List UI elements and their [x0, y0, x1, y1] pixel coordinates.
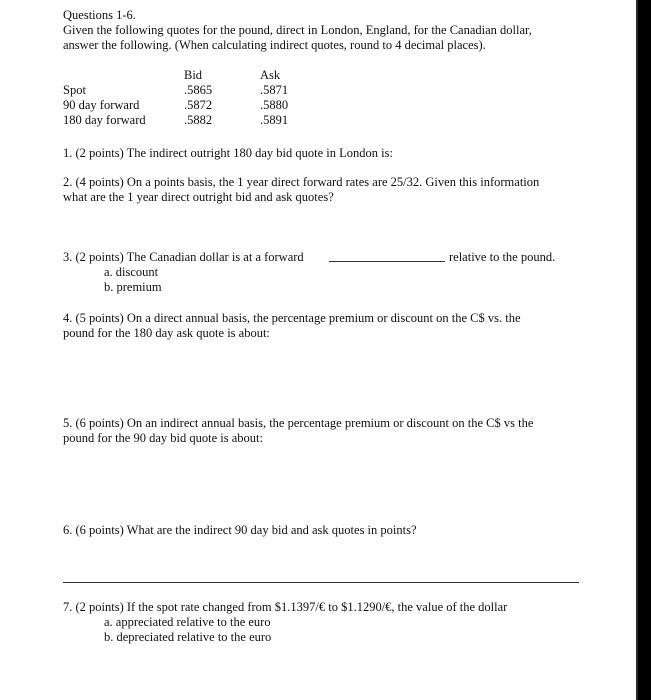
question-5-line-1: 5. (6 points) On an indirect annual basis, the percentage premium or discount on the C$ vs the [63, 416, 534, 430]
question-7: 7. (2 points) If the spot rate changed from $1.1397/€ to $1.1290/€, the value of the dollar [63, 600, 508, 614]
180-day-bid: .5882 [184, 113, 213, 127]
row-label-spot: Spot [63, 83, 86, 97]
question-7-option-a: a. appreciated relative to the euro [104, 615, 271, 629]
page-edge-shadow [636, 0, 638, 700]
spot-bid: .5865 [184, 83, 213, 97]
question-1: 1. (2 points) The indirect outright 180 day bid quote in London is: [63, 146, 393, 160]
180-day-ask: .5891 [260, 113, 289, 127]
question-2-line-1: 2. (4 points) On a points basis, the 1 year direct forward rates are 25/32. Given this information [63, 175, 540, 189]
section-title: Questions 1-6. [63, 8, 136, 22]
question-7-option-b: b. depreciated relative to the euro [104, 630, 272, 644]
answer-rule [63, 582, 579, 583]
intro-line-1: Given the following quotes for the pound, direct in London, England, for the Canadian dollar, [63, 23, 532, 37]
spot-ask: .5871 [260, 83, 289, 97]
question-2-line-2: what are the 1 year direct outright bid and ask quotes? [63, 190, 334, 204]
intro-line-2: answer the following. (When calculating indirect quotes, round to 4 decimal places). [63, 38, 486, 52]
90-day-ask: .5880 [260, 98, 289, 112]
bid-column-header: Bid [184, 68, 203, 82]
question-3-option-b: b. premium [104, 280, 162, 294]
question-3-blank-line [329, 261, 445, 262]
row-label-90-day: 90 day forward [63, 98, 140, 112]
ask-column-header: Ask [260, 68, 281, 82]
question-5-line-2: pound for the 90 day bid quote is about: [63, 431, 263, 445]
row-label-180-day: 180 day forward [63, 113, 146, 127]
90-day-bid: .5872 [184, 98, 213, 112]
question-3-suffix: relative to the pound. [449, 250, 556, 264]
question-4-line-1: 4. (5 points) On a direct annual basis, the percentage premium or discount on the C$ vs. the [63, 311, 521, 325]
question-6: 6. (6 points) What are the indirect 90 day bid and ask quotes in points? [63, 523, 417, 537]
question-3-prefix: 3. (2 points) The Canadian dollar is at a forward [63, 250, 304, 264]
question-4-line-2: pound for the 180 day ask quote is about: [63, 326, 270, 340]
question-3-option-a: a. discount [104, 265, 159, 279]
